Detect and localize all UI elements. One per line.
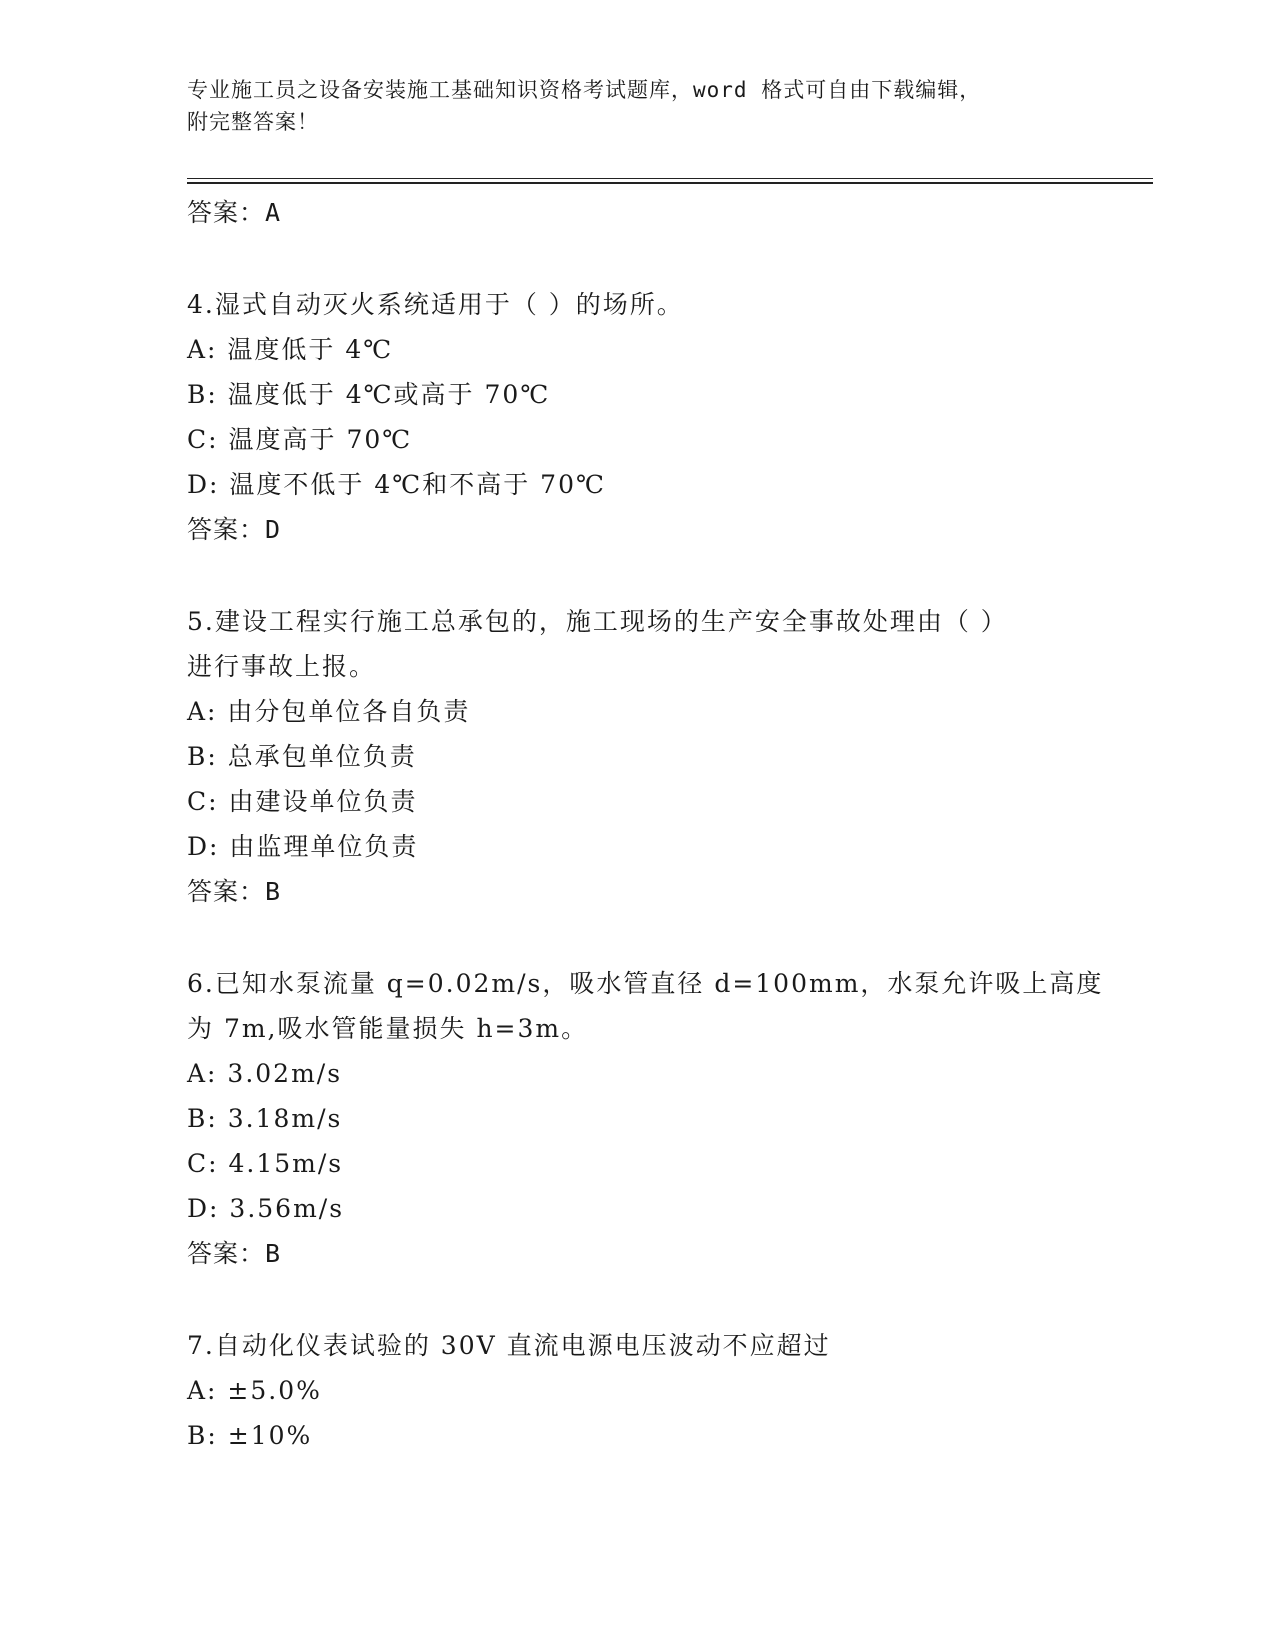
option-a: A: 温度低于 4℃: [187, 335, 394, 364]
question-stem: 6.已知水泵流量 q=0.02m/s，吸水管直径 d=100mm，水泵允许吸上高度: [187, 969, 1104, 998]
option-c: C: 温度高于 70℃: [187, 425, 413, 454]
header-rule-thin: [187, 178, 1153, 179]
header-line-2: 附完整答案！: [187, 110, 319, 134]
option-a: A: 由分包单位各自负责: [187, 697, 471, 726]
answer: 答案：D: [187, 515, 282, 544]
question-4: [187, 282, 1153, 552]
option-d: D: 3.56m/s: [187, 1194, 345, 1223]
answer: 答案：B: [187, 1239, 282, 1268]
question-7: [187, 1323, 1153, 1458]
option-b: B: ±10%: [187, 1421, 313, 1450]
option-a: A: 3.02m/s: [187, 1059, 343, 1088]
question-6: [187, 961, 1153, 1276]
spacer: [187, 1276, 1153, 1323]
question-list: [187, 190, 1153, 1458]
header-line-1: 专业施工员之设备安装施工基础知识资格考试题库，word 格式可自由下载编辑，: [187, 78, 982, 102]
question-5: [187, 599, 1153, 914]
option-d: D: 由监理单位负责: [187, 832, 419, 861]
question-stem: 5.建设工程实行施工总承包的，施工现场的生产安全事故处理由（ ）: [187, 607, 1008, 636]
question-stem-cont: 为 7m,吸水管能量损失 h=3m。: [187, 1014, 589, 1043]
option-b: B: 温度低于 4℃或高于 70℃: [187, 380, 551, 409]
answer-q3: 答案：A: [187, 198, 282, 227]
answer: 答案：B: [187, 877, 282, 906]
option-d: D: 温度不低于 4℃和不高于 70℃: [187, 470, 606, 499]
spacer: [187, 552, 1153, 599]
spacer: [187, 914, 1153, 961]
option-a: A: ±5.0%: [187, 1376, 322, 1405]
question-stem-cont: 进行事故上报。: [187, 652, 377, 681]
option-c: C: 4.15m/s: [187, 1149, 344, 1178]
question-stem: 4.湿式自动灭火系统适用于（ ）的场所。: [187, 290, 684, 319]
document-header: [187, 74, 1067, 138]
spacer: [187, 235, 1153, 282]
option-c: C: 由建设单位负责: [187, 787, 418, 816]
header-rule-thick: [187, 182, 1153, 184]
option-b: B: 总承包单位负责: [187, 742, 417, 771]
option-b: B: 3.18m/s: [187, 1104, 343, 1133]
question-stem: 7.自动化仪表试验的 30V 直流电源电压波动不应超过: [187, 1331, 831, 1360]
